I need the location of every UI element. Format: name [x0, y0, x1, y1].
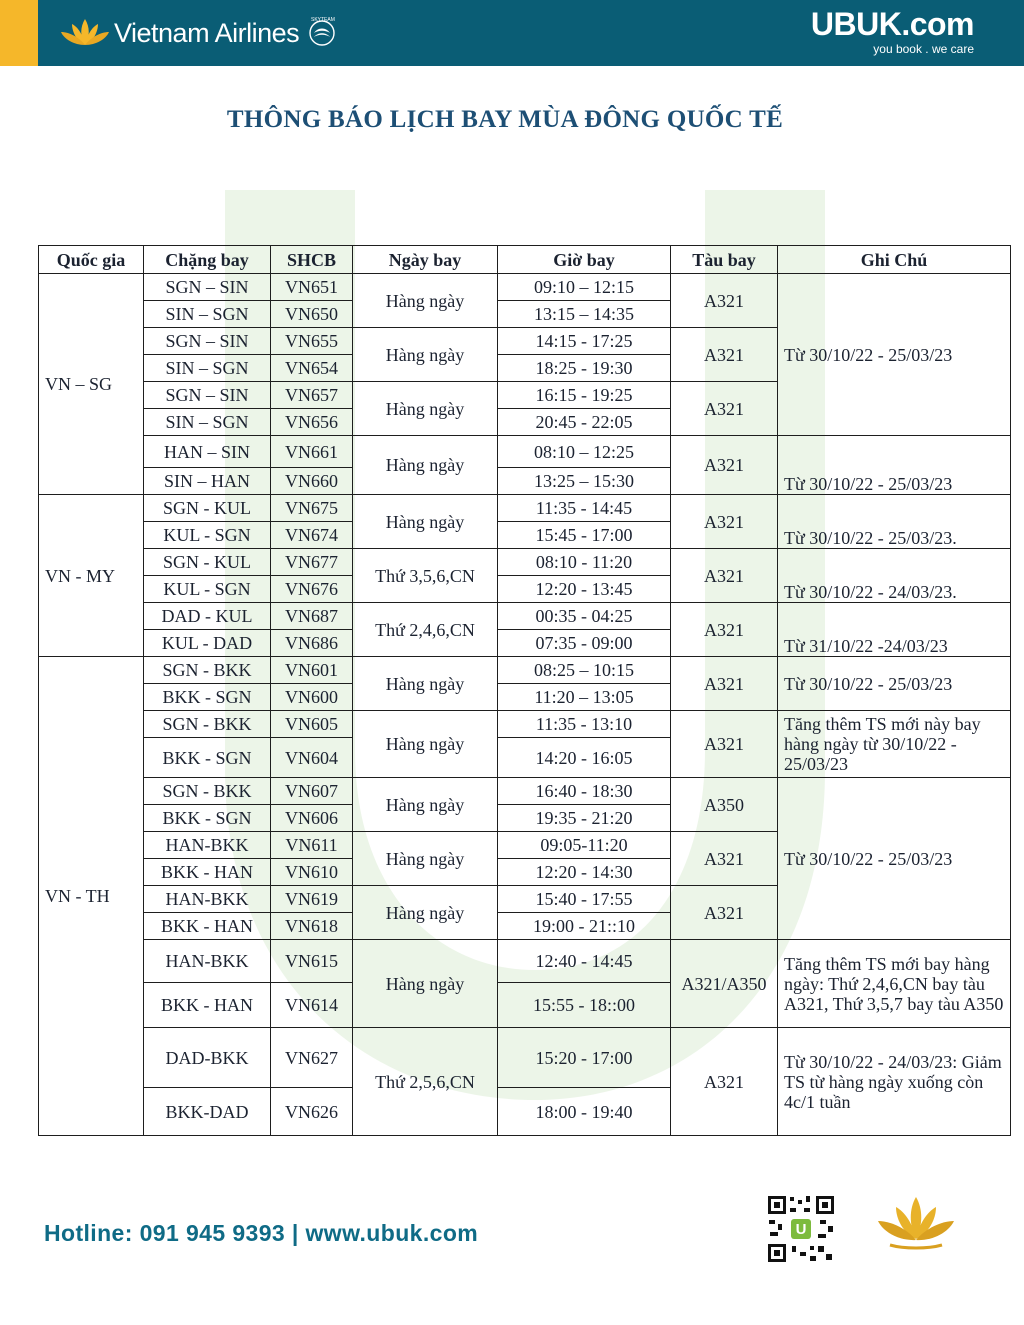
time-cell: 00:35 - 04:25 [498, 603, 671, 630]
flight-cell: VN626 [271, 1088, 353, 1136]
days-cell: Thứ 3,5,6,CN [353, 549, 498, 603]
days-cell: Hàng ngày [353, 711, 498, 778]
time-cell: 11:35 - 13:10 [498, 711, 671, 738]
time-cell: 19:35 - 21:20 [498, 805, 671, 832]
flight-cell: VN654 [271, 355, 353, 382]
aircraft-cell: A321 [671, 549, 778, 603]
aircraft-cell: A321 [671, 274, 778, 328]
note-cell: Từ 30/10/22 - 24/03/23: Giảm TS từ hàng ngày xuống còn 4c/1 tuần [778, 1028, 1011, 1136]
route-cell: SGN - BKK [144, 778, 271, 805]
route-cell: KUL - SGN [144, 576, 271, 603]
route-cell: KUL - DAD [144, 630, 271, 657]
route-cell: SIN – SGN [144, 301, 271, 328]
column-header: Giờ bay [498, 246, 671, 274]
route-cell: HAN-BKK [144, 832, 271, 859]
flight-cell: VN676 [271, 576, 353, 603]
route-cell: BKK - SGN [144, 738, 271, 778]
flight-cell: VN611 [271, 832, 353, 859]
flight-schedule-table [38, 245, 1011, 1136]
time-cell: 15:55 - 18::00 [498, 983, 671, 1028]
route-cell: HAN-BKK [144, 940, 271, 983]
route-cell: BKK - HAN [144, 913, 271, 940]
days-cell: Hàng ngày [353, 436, 498, 495]
flight-cell: VN686 [271, 630, 353, 657]
days-cell: Hàng ngày [353, 832, 498, 886]
route-cell: DAD - KUL [144, 603, 271, 630]
time-cell: 08:25 – 10:15 [498, 657, 671, 684]
days-cell: Hàng ngày [353, 657, 498, 711]
note-cell: Tăng thêm TS mới này bay hàng ngày từ 30/10/22 - 25/03/23 [778, 711, 1011, 778]
route-cell: BKK-DAD [144, 1088, 271, 1136]
column-header: Ghi Chú [778, 246, 1011, 274]
flight-cell: VN660 [271, 468, 353, 495]
aircraft-cell: A321 [671, 1028, 778, 1136]
page-header [0, 0, 1024, 66]
flight-cell: VN674 [271, 522, 353, 549]
days-cell: Thứ 2,4,6,CN [353, 603, 498, 657]
flight-cell: VN661 [271, 436, 353, 468]
table-row [39, 1028, 1011, 1088]
aircraft-cell: A321 [671, 711, 778, 778]
route-cell: SGN - BKK [144, 711, 271, 738]
route-cell: BKK - HAN [144, 983, 271, 1028]
lotus-logo-icon [58, 15, 112, 51]
flight-cell: VN600 [271, 684, 353, 711]
aircraft-cell: A321 [671, 657, 778, 711]
time-cell: 14:15 - 17:25 [498, 328, 671, 355]
aircraft-cell: A321 [671, 495, 778, 549]
table-row [39, 711, 1011, 738]
time-cell: 20:45 - 22:05 [498, 409, 671, 436]
days-cell: Hàng ngày [353, 382, 498, 436]
route-cell: SGN - KUL [144, 495, 271, 522]
skyteam-label: SKYTEAM [311, 17, 336, 23]
route-cell: HAN-BKK [144, 886, 271, 913]
flight-cell: VN605 [271, 711, 353, 738]
note-cell: Từ 30/10/22 - 25/03/23 [778, 778, 1011, 940]
time-cell: 15:45 - 17:00 [498, 522, 671, 549]
days-cell: Hàng ngày [353, 495, 498, 549]
flight-cell: VN687 [271, 603, 353, 630]
vietnam-airlines-logo [58, 12, 339, 54]
ubuk-tagline: you book . we care [873, 42, 974, 56]
table-row [39, 495, 1011, 522]
route-cell: SGN – SIN [144, 382, 271, 409]
table-row [39, 603, 1011, 630]
time-cell: 07:35 - 09:00 [498, 630, 671, 657]
route-cell: SIN – HAN [144, 468, 271, 495]
days-cell: Hàng ngày [353, 940, 498, 1028]
ubuk-brand: UBUK.com [810, 6, 974, 42]
note-cell: Từ 30/10/22 - 24/03/23. [778, 549, 1011, 603]
flight-cell: VN604 [271, 738, 353, 778]
column-header: Ngày bay [353, 246, 498, 274]
time-cell: 12:40 - 14:45 [498, 940, 671, 983]
table-row [39, 549, 1011, 576]
aircraft-cell: A321 [671, 382, 778, 436]
route-cell: DAD-BKK [144, 1028, 271, 1088]
note-cell: Từ 30/10/22 - 25/03/23 [778, 436, 1011, 495]
time-cell: 13:15 – 14:35 [498, 301, 671, 328]
flight-cell: VN615 [271, 940, 353, 983]
time-cell: 13:25 – 15:30 [498, 468, 671, 495]
flight-cell: VN677 [271, 549, 353, 576]
flight-cell: VN651 [271, 274, 353, 301]
flight-cell: VN656 [271, 409, 353, 436]
route-cell: SGN – SIN [144, 274, 271, 301]
time-cell: 08:10 - 11:20 [498, 549, 671, 576]
column-header: SHCB [271, 246, 353, 274]
days-cell: Hàng ngày [353, 886, 498, 940]
flight-cell: VN610 [271, 859, 353, 886]
time-cell: 16:15 - 19:25 [498, 382, 671, 409]
time-cell: 09:05-11:20 [498, 832, 671, 859]
aircraft-cell: A321 [671, 603, 778, 657]
flight-cell: VN619 [271, 886, 353, 913]
aircraft-cell: A321 [671, 886, 778, 940]
aircraft-cell: A321/A350 [671, 940, 778, 1028]
time-cell: 11:35 - 14:45 [498, 495, 671, 522]
note-cell: Từ 30/10/22 - 25/03/23 [778, 657, 1011, 711]
note-cell: Từ 30/10/22 - 25/03/23. [778, 495, 1011, 549]
route-cell: SGN - KUL [144, 549, 271, 576]
aircraft-cell: A321 [671, 436, 778, 495]
flight-cell: VN655 [271, 328, 353, 355]
hotline-footer[interactable]: Hotline: 091 945 9393 | www.ubuk.com [44, 1220, 479, 1246]
route-cell: BKK - SGN [144, 684, 271, 711]
column-header: Chặng bay [144, 246, 271, 274]
column-header: Tàu bay [671, 246, 778, 274]
days-cell: Hàng ngày [353, 328, 498, 382]
flight-cell: VN614 [271, 983, 353, 1028]
time-cell: 18:00 - 19:40 [498, 1088, 671, 1136]
days-cell: Hàng ngày [353, 778, 498, 832]
route-cell: SIN – SGN [144, 409, 271, 436]
route-cell: KUL - SGN [144, 522, 271, 549]
route-cell: SGN - BKK [144, 657, 271, 684]
qr-badge-letter: U [795, 1221, 807, 1238]
aircraft-cell: A321 [671, 328, 778, 382]
note-cell: Từ 30/10/22 - 25/03/23 [778, 274, 1011, 436]
table-row [39, 657, 1011, 684]
table-row [39, 274, 1011, 301]
country-cell: VN - MY [39, 495, 144, 657]
column-header: Quốc gia [39, 246, 144, 274]
time-cell: 19:00 - 21::10 [498, 913, 671, 940]
time-cell: 18:25 - 19:30 [498, 355, 671, 382]
table-header-row [39, 246, 1011, 274]
table-row [39, 778, 1011, 805]
lotus-footer-icon [870, 1193, 962, 1251]
time-cell: 16:40 - 18:30 [498, 778, 671, 805]
note-cell: Từ 31/10/22 -24/03/23 [778, 603, 1011, 657]
qr-code-icon[interactable] [766, 1194, 836, 1264]
time-cell: 12:20 - 13:45 [498, 576, 671, 603]
time-cell: 14:20 - 16:05 [498, 738, 671, 778]
flight-cell: VN650 [271, 301, 353, 328]
route-cell: BKK - HAN [144, 859, 271, 886]
table-row [39, 940, 1011, 983]
aircraft-cell: A350 [671, 778, 778, 832]
country-cell: VN - TH [39, 657, 144, 1136]
time-cell: 15:40 - 17:55 [498, 886, 671, 913]
time-cell: 08:10 – 12:25 [498, 436, 671, 468]
route-cell: SIN – SGN [144, 355, 271, 382]
header-accent-bar [0, 0, 38, 66]
time-cell: 11:20 – 13:05 [498, 684, 671, 711]
aircraft-cell: A321 [671, 832, 778, 886]
flight-cell: VN657 [271, 382, 353, 409]
days-cell: Thứ 2,5,6,CN [353, 1028, 498, 1136]
table-row [39, 436, 1011, 468]
flight-cell: VN618 [271, 913, 353, 940]
route-cell: BKK - SGN [144, 805, 271, 832]
skyteam-icon [305, 16, 339, 50]
flight-cell: VN607 [271, 778, 353, 805]
flight-cell: VN675 [271, 495, 353, 522]
route-cell: HAN – SIN [144, 436, 271, 468]
days-cell: Hàng ngày [353, 274, 498, 328]
flight-cell: VN627 [271, 1028, 353, 1088]
time-cell: 12:20 - 14:30 [498, 859, 671, 886]
country-cell: VN – SG [39, 274, 144, 495]
airline-name: Vietnam Airlines [114, 17, 300, 48]
flight-cell: VN601 [271, 657, 353, 684]
ubuk-logo [811, 6, 974, 56]
page-title: THÔNG BÁO LỊCH BAY MÙA ĐÔNG QUỐC TẾ [226, 106, 784, 133]
time-cell: 09:10 – 12:15 [498, 274, 671, 301]
note-cell: Tăng thêm TS mới bay hàng ngày: Thứ 2,4,6,CN bay tàu A321, Thứ 3,5,7 bay tàu A350 [778, 940, 1011, 1028]
time-cell: 15:20 - 17:00 [498, 1028, 671, 1088]
flight-cell: VN606 [271, 805, 353, 832]
route-cell: SGN – SIN [144, 328, 271, 355]
